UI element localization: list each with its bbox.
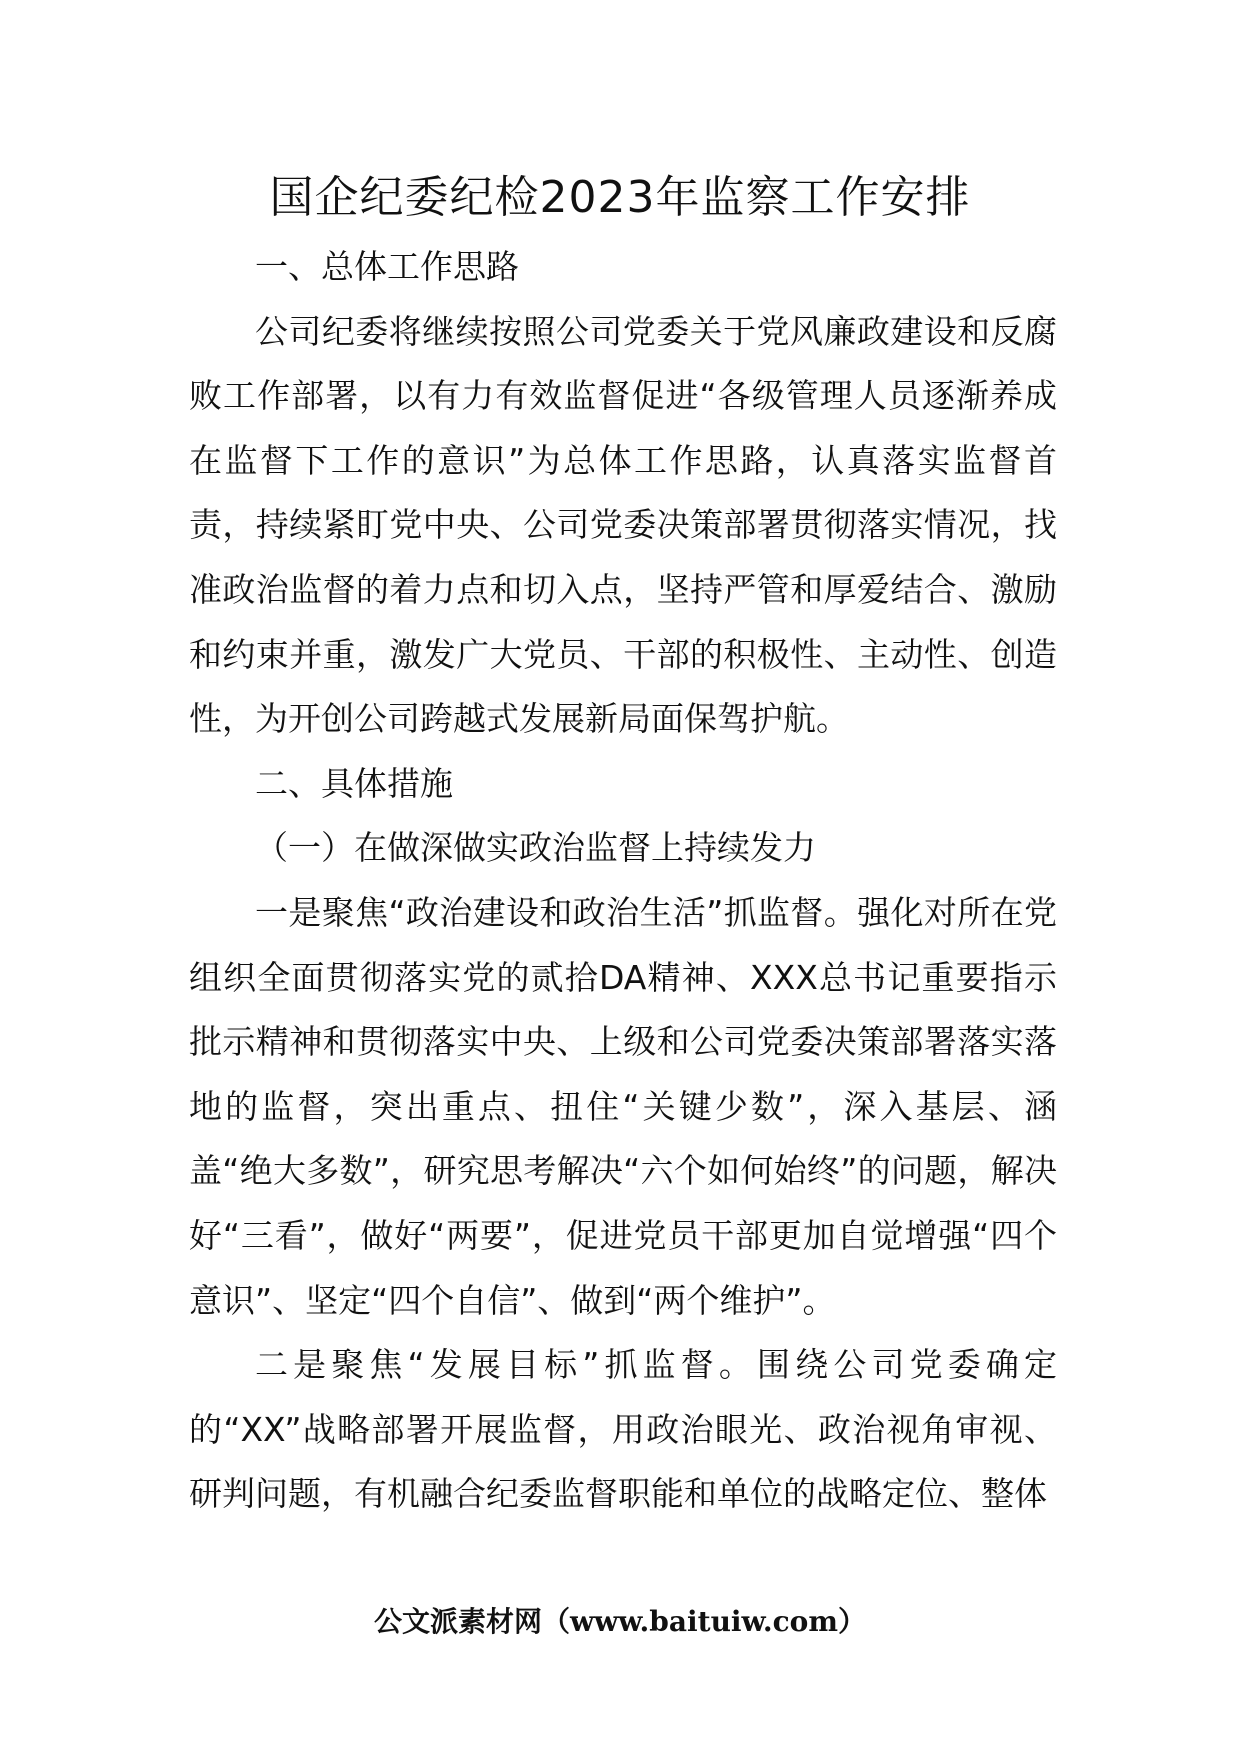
section-1-paragraph: 公司纪委将继续按照公司党委关于党风廉政建设和反腐败工作部署，以有力有效监督促进“各级管理人员逐渐养成在监督下工作的意识”为总体工作思路，认真落实监督首责，持续紧盯党中央、公司党委决策部署贯彻落实情况，找准政治监督的着力点和切入点，坚持严管和厚爱结合、激励和约束并重，激发广大党员、干部的积极性、主动性、创造性，为开创公司跨越式发展新局面保驾护航。 <box>189 311 1057 739</box>
document-title: 国企纪委纪检2023年监察工作安排 <box>269 172 971 223</box>
section-2-paragraph-2: 二是聚焦“发展目标”抓监督。围绕公司党委确定的“XX”战略部署开展监督，用政治眼光、政治视角审视、研判问题，有机融合纪委监督职能和单位的战略定位、整体 <box>189 1345 1057 1514</box>
section-2-paragraph-1: 一是聚焦“政治建设和政治生活”抓监督。强化对所在党组织全面贯彻落实党的贰拾DA精神、XXX总书记重要指示批示精神和贯彻落实中央、上级和公司党委决策部署落实落地的监督，突出重点、扭住“关键少数”，深入基层、涵盖“绝大多数”，研究思考解决“六个如何始终”的问题，解决好“三看”，做好“两要”，促进党员干部更加自觉增强“四个意识”、坚定“四个自信”、做到“两个维护”。 <box>189 892 1057 1320</box>
section-2-heading: 二、具体措施 <box>255 763 453 803</box>
section-2-subheading-1: （一）在做深做实政治监督上持续发力 <box>255 828 816 868</box>
document-body <box>189 235 1057 1527</box>
section-1-heading: 一、总体工作思路 <box>255 247 519 286</box>
footer-watermark: 公文派素材网（www.baituiw.com） <box>374 1605 866 1638</box>
